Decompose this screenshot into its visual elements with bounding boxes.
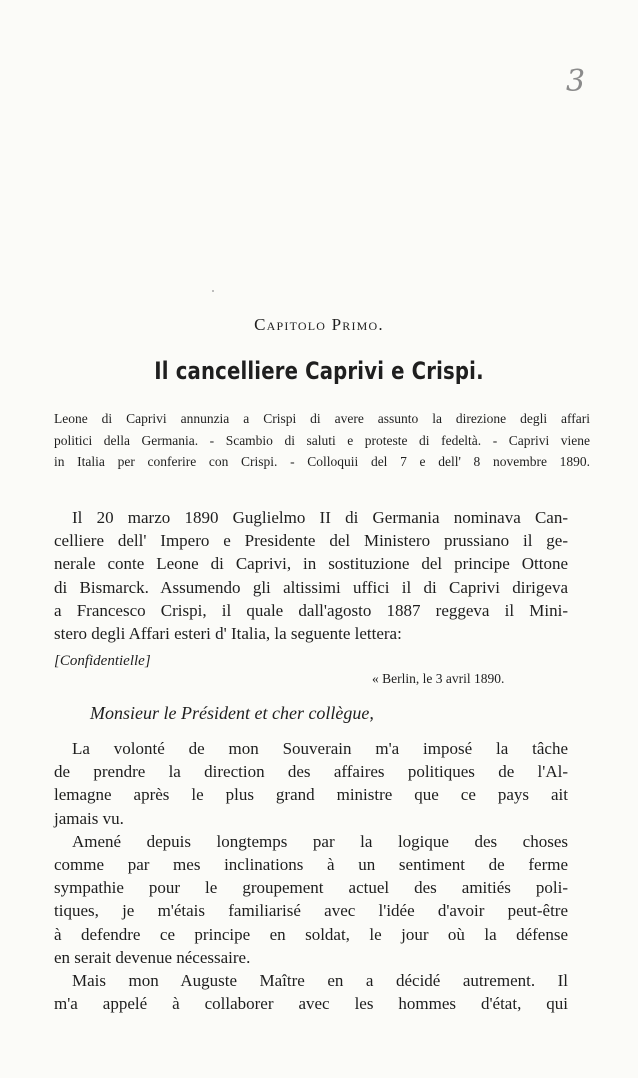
letter-line: lemagne après le plus grand ministre que ce pays ait xyxy=(54,785,568,805)
paragraph-line: di Bismarck. Assumendo gli altissimi uffici il di Caprivi dirigeva xyxy=(54,577,568,597)
page-number: 3 xyxy=(566,64,586,99)
letter-line: sympathie pour le groupement actuel des amitiés poli- xyxy=(54,878,568,898)
letter-paragraph xyxy=(54,737,568,830)
letter-line: Mais mon Auguste Maître en a décidé autrement. Il xyxy=(72,971,568,991)
letter-body xyxy=(54,737,568,1015)
opening-paragraph xyxy=(54,506,568,645)
summary-line: politici della Germania. - Scambio di saluti e proteste di fedeltà. - Caprivi viene xyxy=(54,432,590,448)
paragraph-line: celliere dell' Impero e Presidente del Ministero prussiano il ge- xyxy=(54,531,568,551)
speck-mark xyxy=(212,290,214,292)
paragraph-line: Il 20 marzo 1890 Guglielmo II di Germania nominava Can- xyxy=(72,508,568,527)
chapter-heading: Capitolo Primo. xyxy=(254,315,384,334)
confidential-label: [Confidentielle] xyxy=(54,653,151,669)
letter-line: à defendre ce principe en soldat, le jour où la défense xyxy=(54,924,568,944)
letter-line: Amené depuis longtemps par la logique des choses xyxy=(72,831,568,851)
letter-line: jamais vu. xyxy=(54,808,124,828)
letter-line: tiques, je m'étais familiarisé avec l'idée d'avoir peut-être xyxy=(54,901,568,921)
paragraph-line: nerale conte Leone di Caprivi, in sostituzione del principe Ottone xyxy=(54,554,568,574)
chapter-summary xyxy=(54,408,590,473)
letter-dateline: « Berlin, le 3 avril 1890. xyxy=(372,671,505,686)
letter-paragraph xyxy=(54,830,568,969)
paragraph-line: a Francesco Crispi, il quale dall'agosto 1887 reggeva il Mini- xyxy=(54,600,568,620)
chapter-title: Il cancelliere Caprivi e Crispi. xyxy=(154,357,484,385)
letter-line: en serait devenue nécessaire. xyxy=(54,947,251,967)
letter-line: comme par mes inclinations à un sentiment de ferme xyxy=(54,855,568,875)
letter-line: La volonté de mon Souverain m'a imposé la tâche xyxy=(72,739,568,758)
letter-paragraph xyxy=(54,969,568,1015)
letter-line: de prendre la direction des affaires politiques de l'Al- xyxy=(54,762,568,782)
letter-salutation: Monsieur le Président et cher collègue, xyxy=(90,703,374,723)
paragraph-line: stero degli Affari esteri d' Italia, la seguente lettera: xyxy=(54,624,402,644)
summary-line: in Italia per conferire con Crispi. - Colloquii del 7 e dell' 8 novembre 1890. xyxy=(54,454,590,469)
letter-line: m'a appelé à collaborer avec les hommes d'état, qui xyxy=(54,994,568,1014)
summary-line: Leone di Caprivi annunzia a Crispi di avere assunto la direzione degli affari xyxy=(54,411,590,426)
